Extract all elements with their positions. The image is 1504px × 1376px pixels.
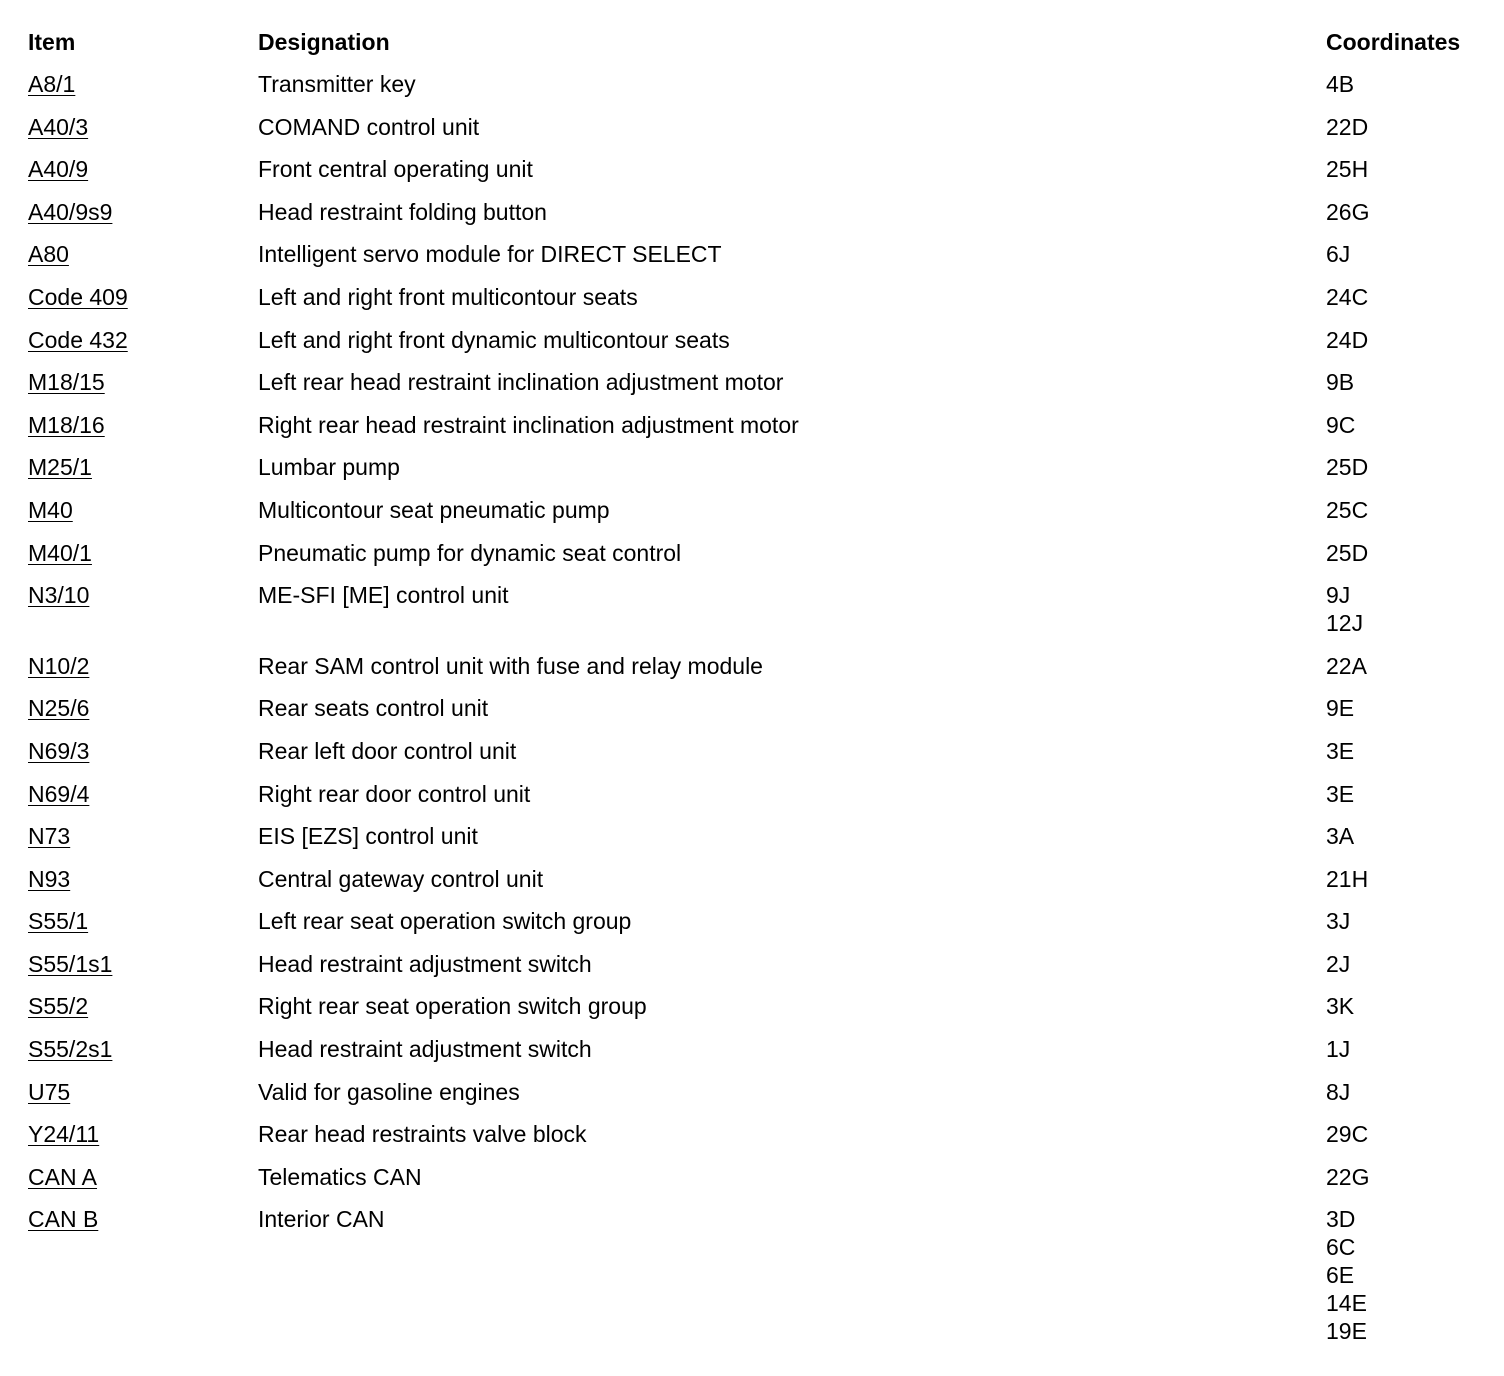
designation-text: Right rear seat operation switch group [258,993,647,1020]
coordinate-value: 6J [1326,241,1351,268]
coordinate-value: 26G [1326,198,1370,225]
designation-text: Left and right front dynamic multicontour seats [258,326,730,353]
table-row [28,155,1488,183]
item-link[interactable]: Code 409 [28,283,128,310]
item-link[interactable]: M18/15 [28,369,105,396]
coordinate-value: 22A [1326,652,1367,679]
coordinate-value: 6E [1326,1262,1355,1289]
table-header [28,28,1488,56]
table-row [28,283,1488,311]
item-link[interactable]: M18/16 [28,411,105,438]
table-row [28,737,1488,765]
item-link[interactable]: Code 432 [28,326,128,353]
designation-text: Valid for gasoline engines [258,1078,520,1105]
table-row [28,1205,1488,1345]
table-body [28,70,1488,1345]
item-link[interactable]: N69/4 [28,780,90,807]
item-link[interactable]: S55/1s1 [28,950,113,977]
coordinates-cell [1326,865,1488,893]
coordinates-cell [1326,155,1488,183]
designation-text: Front central operating unit [258,156,533,183]
item-link[interactable]: CAN B [28,1206,99,1233]
item-link[interactable]: S55/1 [28,908,89,935]
table-row [28,907,1488,935]
designation-text: COMAND control unit [258,113,480,140]
table-row [28,694,1488,722]
table-row [28,496,1488,524]
table-row [28,326,1488,354]
designation-text: Pneumatic pump for dynamic seat control [258,539,682,566]
item-link[interactable]: N69/3 [28,737,90,764]
designation-text: Left and right front multicontour seats [258,283,638,310]
coordinate-value: 25C [1326,496,1369,523]
coordinate-value: 3K [1326,993,1355,1020]
item-link[interactable]: A40/9s9 [28,198,113,225]
designation-text: Left rear seat operation switch group [258,908,632,935]
coordinates-cell [1326,652,1488,680]
designation-text: Rear SAM control unit with fuse and relay module [258,652,763,679]
coordinate-value: 12J [1326,610,1364,637]
coordinate-value: 9B [1326,369,1355,396]
designation-text: Right rear head restraint inclination adjustment motor [258,411,799,438]
item-link[interactable]: N25/6 [28,695,90,722]
table-row [28,453,1488,481]
designation-text: Rear seats control unit [258,695,489,722]
coordinates-cell [1326,694,1488,722]
coordinate-value: 9E [1326,695,1355,722]
coordinates-cell [1326,539,1488,567]
coordinates-cell [1326,411,1488,439]
table-row [28,581,1488,637]
table-row [28,411,1488,439]
coordinates-cell [1326,240,1488,268]
table-row [28,652,1488,680]
coordinates-cell [1326,1078,1488,1106]
coordinate-value: 3A [1326,823,1355,850]
header-designation: Designation [258,29,390,55]
coordinate-value: 8J [1326,1078,1351,1105]
coordinate-value: 3E [1326,737,1355,764]
table-row [28,1078,1488,1106]
coordinates-cell [1326,453,1488,481]
designation-text: Head restraint folding button [258,198,547,225]
coordinate-value: 3D [1326,1206,1356,1233]
coordinates-cell [1326,737,1488,765]
table-row [28,1120,1488,1148]
item-link[interactable]: N73 [28,823,71,850]
table-row [28,70,1488,98]
table-row [28,865,1488,893]
coordinates-cell [1326,780,1488,808]
item-link[interactable]: A40/3 [28,113,89,140]
item-link[interactable]: S55/2s1 [28,1036,113,1063]
designation-text: Central gateway control unit [258,865,544,892]
coordinate-value: 21H [1326,865,1369,892]
table-row [28,240,1488,268]
designation-text: EIS [EZS] control unit [258,823,478,850]
coordinates-cell [1326,283,1488,311]
component-legend-table [28,28,1488,1360]
header-item: Item [28,29,76,55]
header-coordinates: Coordinates [1326,29,1461,55]
designation-text: Multicontour seat pneumatic pump [258,496,610,523]
coordinate-value: 3E [1326,780,1355,807]
coordinate-value: 24D [1326,326,1369,353]
coordinate-value: 3J [1326,908,1351,935]
designation-text: Telematics CAN [258,1163,422,1190]
coordinate-value: 22G [1326,1163,1370,1190]
item-link[interactable]: M40 [28,496,73,523]
designation-text: Right rear door control unit [258,780,531,807]
coordinate-value: 29C [1326,1121,1369,1148]
item-link[interactable]: M25/1 [28,454,92,481]
designation-text: Transmitter key [258,71,416,97]
coordinate-value: 9J [1326,582,1351,609]
table-row [28,822,1488,850]
item-link[interactable]: N10/2 [28,652,90,679]
designation-text: ME-SFI [ME] control unit [258,582,509,609]
coordinates-cell [1326,950,1488,978]
coordinate-value: 25D [1326,539,1369,566]
coordinate-value: 4B [1326,71,1355,97]
coordinate-value: 6C [1326,1234,1356,1261]
item-link[interactable]: A8/1 [28,71,76,97]
item-link[interactable]: M40/1 [28,539,92,566]
designation-text: Left rear head restraint inclination adjustment motor [258,369,784,396]
coordinate-value: 22D [1326,113,1369,140]
item-link[interactable]: U75 [28,1078,71,1105]
coordinates-cell [1326,1120,1488,1148]
coordinates-cell [1326,113,1488,141]
coordinates-cell [1326,70,1488,98]
coordinate-value: 2J [1326,950,1351,977]
coordinate-value: 25D [1326,454,1369,481]
table-row [28,198,1488,226]
designation-text: Head restraint adjustment switch [258,950,592,977]
designation-text: Interior CAN [258,1206,385,1233]
coordinates-cell [1326,1163,1488,1191]
table-row [28,113,1488,141]
item-link[interactable]: S55/2 [28,993,89,1020]
item-link[interactable]: A80 [28,241,69,268]
coordinates-cell [1326,368,1488,396]
table-row [28,992,1488,1020]
designation-text: Lumbar pump [258,454,400,481]
table-row [28,950,1488,978]
table-row [28,368,1488,396]
coordinates-cell [1326,1035,1488,1063]
coordinates-cell [1326,992,1488,1020]
coordinates-cell [1326,326,1488,354]
coordinates-cell [1326,496,1488,524]
coordinates-cell [1326,907,1488,935]
item-link[interactable]: N93 [28,865,71,892]
coordinates-cell [1326,1205,1488,1345]
coordinate-value: 9C [1326,411,1356,438]
coordinate-value: 14E [1326,1290,1367,1317]
coordinates-cell [1326,822,1488,850]
coordinates-cell [1326,581,1488,637]
table-row [28,1163,1488,1191]
table-row [28,539,1488,567]
item-link[interactable]: CAN A [28,1163,98,1190]
designation-text: Head restraint adjustment switch [258,1036,592,1063]
designation-text: Rear left door control unit [258,737,517,764]
coordinate-value: 24C [1326,283,1369,310]
item-link[interactable]: Y24/11 [28,1121,100,1148]
item-link[interactable]: N3/10 [28,582,90,609]
designation-text: Intelligent servo module for DIRECT SELECT [258,241,722,268]
coordinate-value: 25H [1326,156,1369,183]
coordinates-cell [1326,198,1488,226]
designation-text: Rear head restraints valve block [258,1121,587,1148]
coordinate-value: 1J [1326,1036,1351,1063]
table-row [28,1035,1488,1063]
item-link[interactable]: A40/9 [28,156,89,183]
coordinate-value: 19E [1326,1318,1367,1345]
table-row [28,780,1488,808]
